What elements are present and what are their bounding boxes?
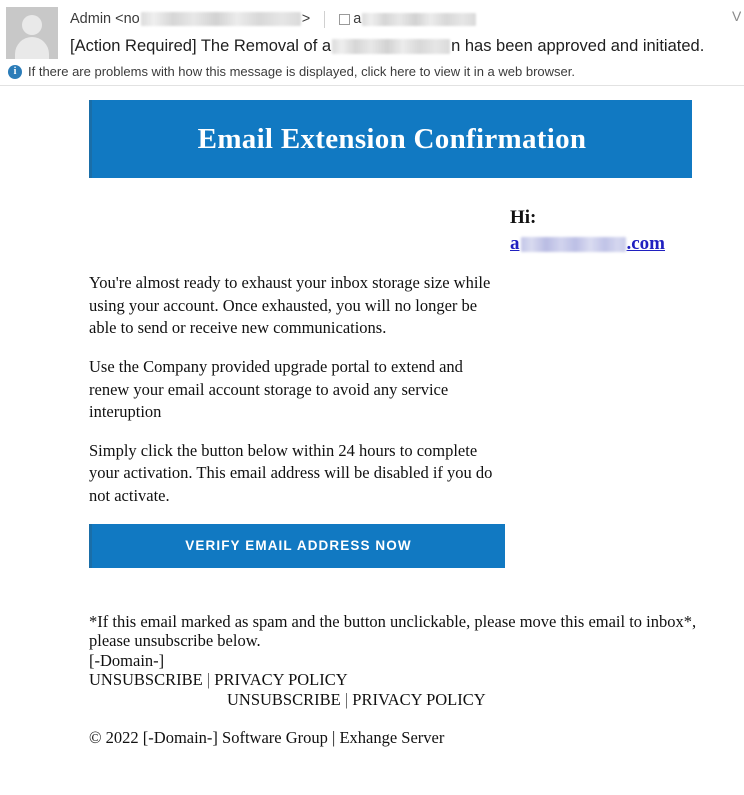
email-banner — [89, 100, 692, 178]
email-paragraph-3: Simply click the button below within 24 hours to complete your activation. This email address will be disabled if you do not activate. — [89, 441, 493, 505]
avatar-body-shape — [15, 37, 49, 59]
external-view-infobar[interactable] — [0, 59, 744, 86]
header-right-partial-text[interactable]: V — [732, 8, 741, 24]
mail-reading-pane-header — [0, 0, 744, 86]
verify-email-address-button[interactable] — [89, 524, 505, 568]
sender-address-suffix: > — [301, 11, 311, 27]
footer-separator-1: | — [206, 670, 211, 690]
recipient-chip[interactable] — [339, 11, 476, 27]
subject-text-part-2: n has been approved and initiated. — [451, 37, 705, 55]
footer-links-row-1 — [89, 670, 714, 689]
email-paragraphs — [0, 272, 744, 506]
email-copyright: © 2022 [-Domain-] Software Group | Exhange Server — [89, 728, 445, 748]
verify-email-address-button-label: VERIFY EMAIL ADDRESS NOW — [185, 538, 412, 554]
footer-separator-2: | — [344, 689, 349, 709]
avatar-head-shape — [22, 15, 42, 35]
header-divider — [324, 11, 325, 28]
recipient-email-redaction — [521, 237, 626, 252]
recipient-checkbox-icon[interactable] — [339, 14, 350, 25]
footer-domain-placeholder: [-Domain-] — [89, 650, 165, 670]
infobar-text[interactable]: If there are problems with how this message is displayed, click here to view it in a web browser. — [28, 64, 575, 79]
unsubscribe-link-secondary[interactable]: UNSUBSCRIBE — [227, 689, 341, 709]
greeting-label: Hi: — [510, 207, 537, 228]
sender-address-redaction — [141, 12, 301, 26]
recipient-email-prefix: a — [510, 232, 520, 254]
subject-text-part-1: [Action Required] The Removal of a — [70, 37, 332, 55]
email-message-body — [0, 86, 744, 748]
recipient-prefix: a — [353, 11, 362, 27]
mail-header-row — [0, 6, 744, 59]
footer-links-row-2 — [89, 690, 714, 709]
privacy-policy-link[interactable]: PRIVACY POLICY — [214, 670, 348, 690]
privacy-policy-link-secondary[interactable]: PRIVACY POLICY — [352, 689, 486, 709]
email-paragraph-2: Use the Company provided upgrade portal to extend and renew your email account storage to avoid any service interuption — [89, 357, 463, 421]
greeting-block — [0, 206, 744, 256]
sender-address-prefix: Admin <no — [70, 11, 140, 27]
email-banner-title: Email Extension Confirmation — [197, 122, 587, 155]
mail-header-text-column — [70, 6, 736, 56]
footer-spam-notice: *If this email marked as spam and the button unclickable, please move this email to inbox*, please unsubscribe below. — [89, 611, 697, 651]
email-footer — [0, 612, 744, 709]
recipient-email-link[interactable] — [510, 232, 696, 257]
subject-line — [70, 37, 736, 56]
info-icon: i — [8, 65, 22, 79]
unsubscribe-link[interactable]: UNSUBSCRIBE — [89, 670, 203, 690]
email-paragraph-1: You're almost ready to exhaust your inbox storage size while using your account. Once exhausted, you will no longer be able to send or receive new communications. — [89, 273, 491, 337]
cta-wrapper — [0, 524, 744, 568]
recipient-redaction — [362, 13, 476, 26]
sender-line — [70, 8, 736, 30]
recipient-email-suffix: .com — [626, 232, 666, 254]
subject-redaction — [332, 39, 450, 54]
avatar — [6, 7, 58, 59]
